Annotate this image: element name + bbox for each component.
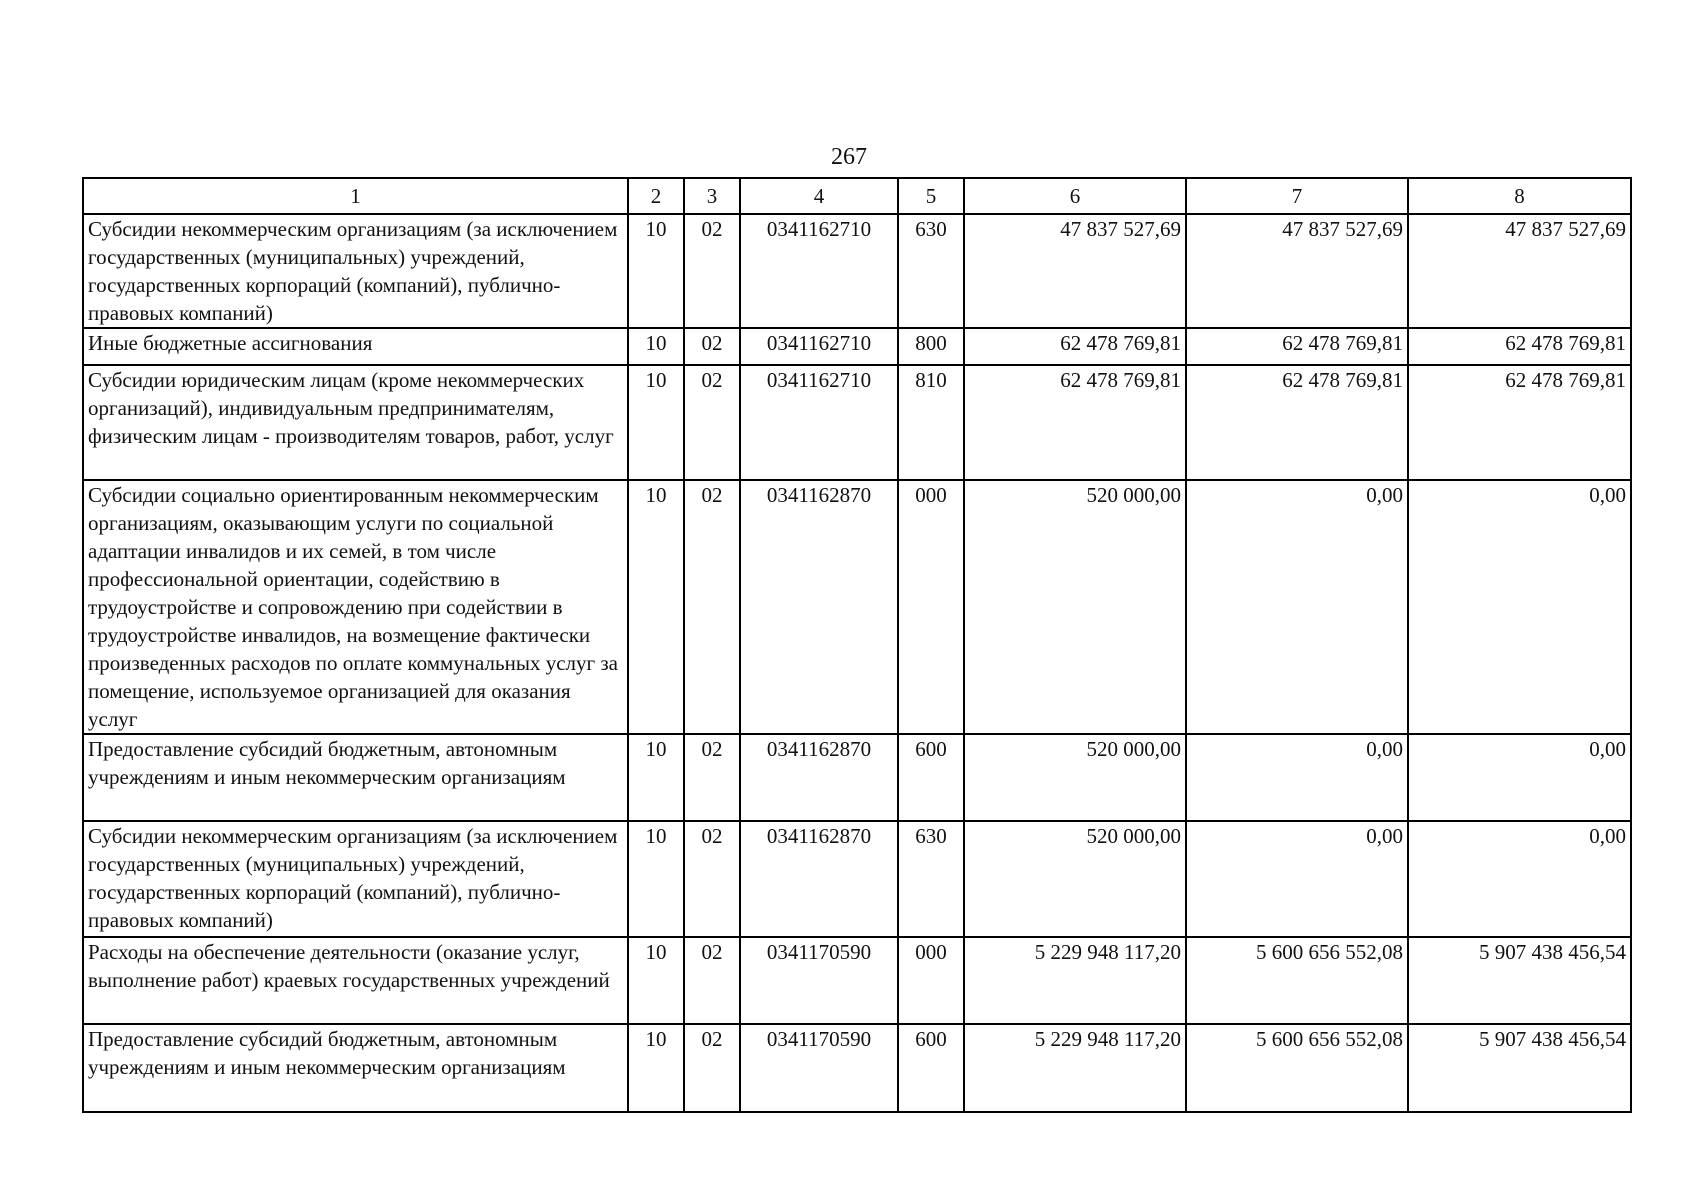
row-name: Предоставление субсидий бюджетным, автономным учреждениям и иным некоммерческим организациям — [83, 734, 628, 821]
page-number: 267 — [831, 144, 867, 170]
amount-col7: 5 600 656 552,08 — [1186, 1024, 1408, 1112]
target-code: 0341162870 — [740, 734, 898, 821]
amount-col8: 5 907 438 456,54 — [1408, 1024, 1631, 1112]
section-code: 10 — [628, 328, 684, 365]
target-code: 0341170590 — [740, 937, 898, 1024]
amount-col6: 5 229 948 117,20 — [964, 937, 1186, 1024]
subsection-code: 02 — [684, 365, 740, 480]
subsection-code: 02 — [684, 1024, 740, 1112]
table-row — [83, 1024, 1631, 1112]
row-name: Расходы на обеспечение деятельности (оказание услуг, выполнение работ) краевых государственных учреждений — [83, 937, 628, 1024]
table-row — [83, 821, 1631, 937]
table-row — [83, 937, 1631, 1024]
target-code: 0341162710 — [740, 365, 898, 480]
table-row — [83, 734, 1631, 821]
amount-col7: 62 478 769,81 — [1186, 365, 1408, 480]
amount-col7: 47 837 527,69 — [1186, 214, 1408, 328]
section-code: 10 — [628, 365, 684, 480]
column-header: 5 — [898, 178, 964, 214]
expense-type-code: 600 — [898, 734, 964, 821]
column-header: 8 — [1408, 178, 1631, 214]
column-header: 7 — [1186, 178, 1408, 214]
row-name: Субсидии юридическим лицам (кроме некоммерческих организаций), индивидуальным предпринимателям, физическим лицам - производителям товаров, работ, услуг — [83, 365, 628, 480]
subsection-code: 02 — [684, 937, 740, 1024]
column-header: 6 — [964, 178, 1186, 214]
target-code: 0341162870 — [740, 821, 898, 937]
column-header: 2 — [628, 178, 684, 214]
expense-type-code: 600 — [898, 1024, 964, 1112]
expense-type-code: 630 — [898, 214, 964, 328]
expense-type-code: 000 — [898, 937, 964, 1024]
target-code: 0341170590 — [740, 1024, 898, 1112]
row-name: Предоставление субсидий бюджетным, автономным учреждениям и иным некоммерческим организациям — [83, 1024, 628, 1112]
subsection-code: 02 — [684, 214, 740, 328]
column-header: 4 — [740, 178, 898, 214]
column-header: 1 — [83, 178, 628, 214]
expense-type-code: 630 — [898, 821, 964, 937]
amount-col8: 5 907 438 456,54 — [1408, 937, 1631, 1024]
amount-col7: 62 478 769,81 — [1186, 328, 1408, 365]
amount-col8: 0,00 — [1408, 734, 1631, 821]
expense-type-code: 000 — [898, 480, 964, 734]
section-code: 10 — [628, 734, 684, 821]
section-code: 10 — [628, 214, 684, 328]
budget-table — [82, 177, 1632, 1113]
section-code: 10 — [628, 480, 684, 734]
subsection-code: 02 — [684, 328, 740, 365]
amount-col6: 5 229 948 117,20 — [964, 1024, 1186, 1112]
amount-col6: 62 478 769,81 — [964, 328, 1186, 365]
amount-col8: 47 837 527,69 — [1408, 214, 1631, 328]
amount-col6: 520 000,00 — [964, 821, 1186, 937]
amount-col8: 62 478 769,81 — [1408, 365, 1631, 480]
expense-type-code: 810 — [898, 365, 964, 480]
target-code: 0341162870 — [740, 480, 898, 734]
amount-col8: 0,00 — [1408, 821, 1631, 937]
target-code: 0341162710 — [740, 328, 898, 365]
column-header: 3 — [684, 178, 740, 214]
table-row — [83, 214, 1631, 328]
subsection-code: 02 — [684, 480, 740, 734]
row-name: Иные бюджетные ассигнования — [83, 328, 628, 365]
row-name: Субсидии некоммерческим организациям (за исключением государственных (муниципальных) учреждений, государственных корпораций (компаний), публично-правовых компаний) — [83, 821, 628, 937]
subsection-code: 02 — [684, 734, 740, 821]
expense-type-code: 800 — [898, 328, 964, 365]
amount-col8: 62 478 769,81 — [1408, 328, 1631, 365]
subsection-code: 02 — [684, 821, 740, 937]
section-code: 10 — [628, 937, 684, 1024]
amount-col6: 47 837 527,69 — [964, 214, 1186, 328]
header-row — [83, 178, 1631, 214]
row-name: Субсидии некоммерческим организациям (за исключением государственных (муниципальных) учреждений, государственных корпораций (компаний), публично-правовых компаний) — [83, 214, 628, 328]
amount-col7: 5 600 656 552,08 — [1186, 937, 1408, 1024]
amount-col7: 0,00 — [1186, 480, 1408, 734]
target-code: 0341162710 — [740, 214, 898, 328]
amount-col6: 62 478 769,81 — [964, 365, 1186, 480]
amount-col7: 0,00 — [1186, 734, 1408, 821]
section-code: 10 — [628, 1024, 684, 1112]
section-code: 10 — [628, 821, 684, 937]
amount-col7: 0,00 — [1186, 821, 1408, 937]
table-row — [83, 328, 1631, 365]
amount-col8: 0,00 — [1408, 480, 1631, 734]
row-name: Субсидии социально ориентированным некоммерческим организациям, оказывающим услуги по социальной адаптации инвалидов и их семей, в том числе профессиональной ориентации, содействию в трудоустройстве и сопровождению при содействии в трудоустройстве инвалидов, на возмещение фактически произведенных расходов по оплате коммунальных услуг за помещение, используемое организацией для оказания услуг — [83, 480, 628, 734]
table-row — [83, 480, 1631, 734]
table-row — [83, 365, 1631, 480]
amount-col6: 520 000,00 — [964, 734, 1186, 821]
amount-col6: 520 000,00 — [964, 480, 1186, 734]
